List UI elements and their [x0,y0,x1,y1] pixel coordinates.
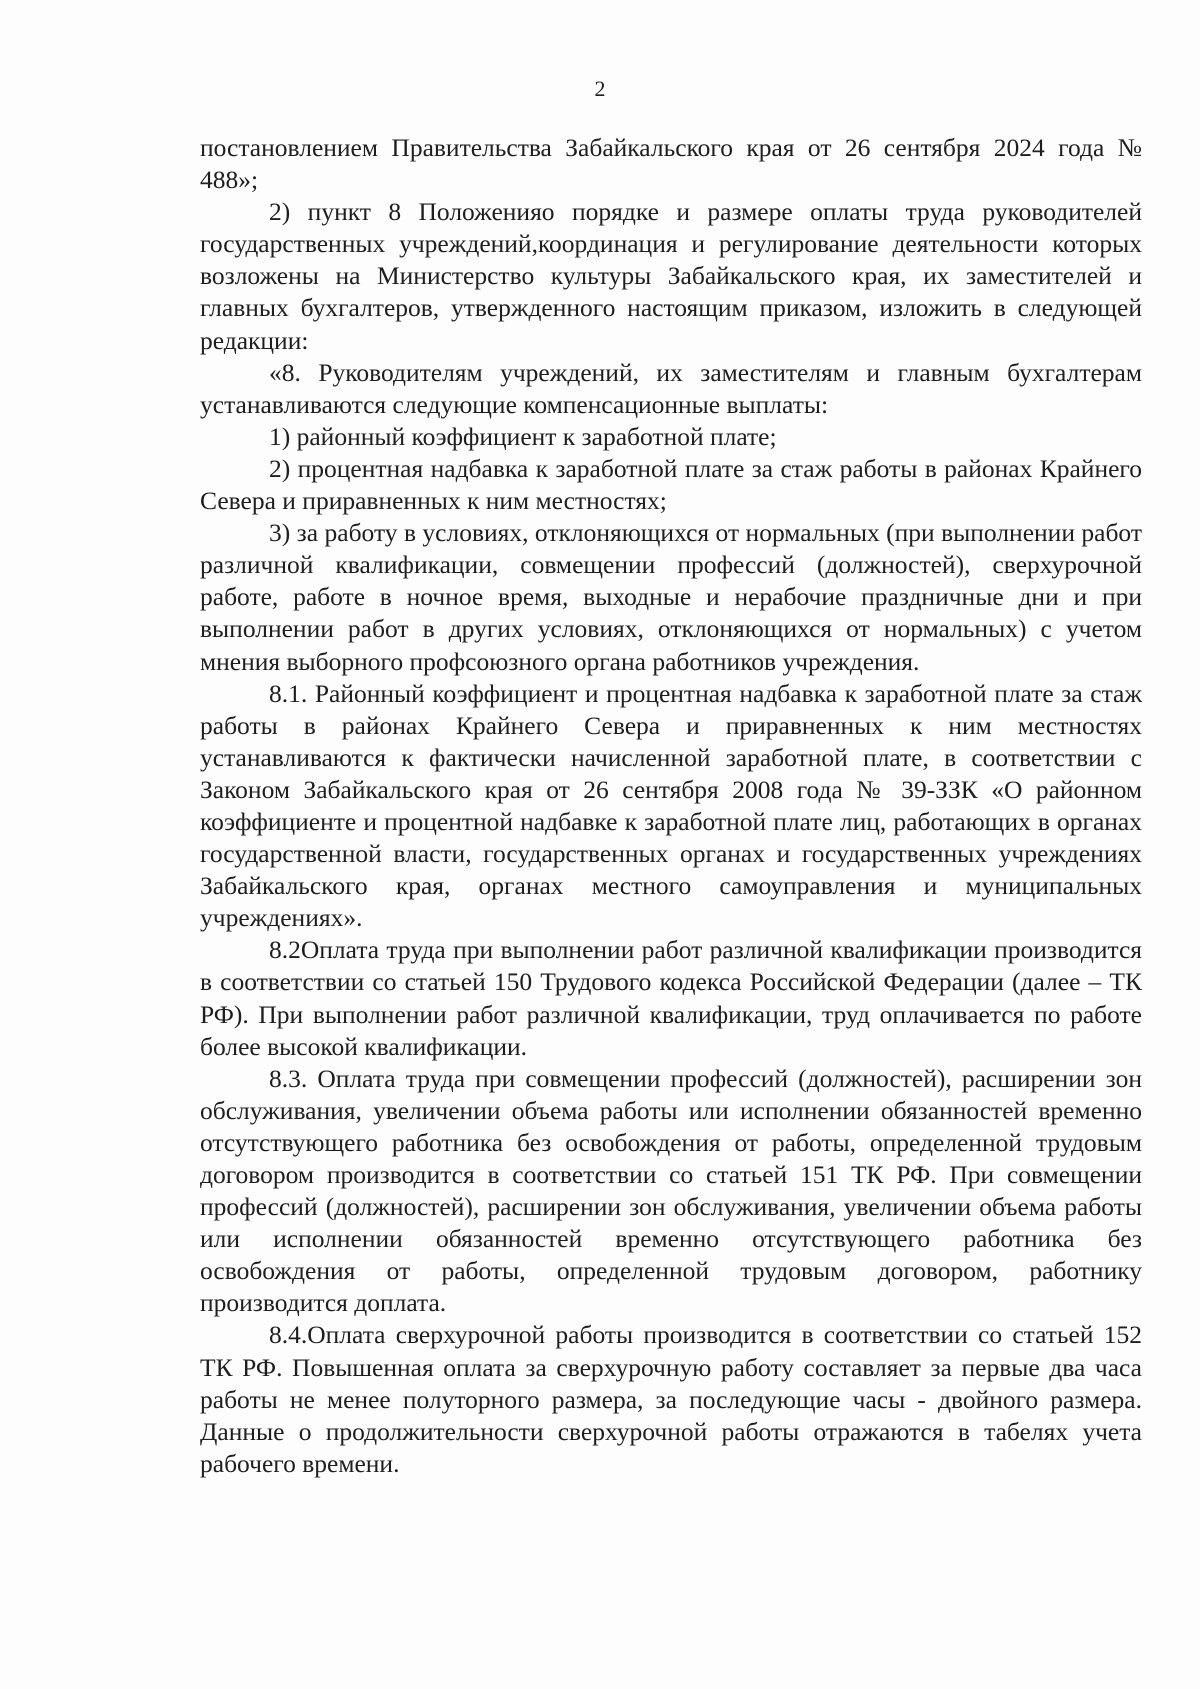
document-body [200,132,1142,1480]
paragraph-clause-8-2: 8.2Оплата труда при выполнении работ различной квалификации производится в соответствии со статьей 150 Трудового кодекса Российской Федерации (далее – ТК РФ). При выполнении работ различной квалификации, труд оплачивается по работе более высокой квалификации. [200,935,1142,1061]
paragraph-subitem-3: 3) за работу в условиях, отклоняющихся от нормальных (при выполнении работ различной квалификации, совмещении профессий (должностей), сверхурочной работе, работе в ночное время, выходные и нерабочие праздничные дни и при выполнении работ в других условиях, отклоняющихся от нормальных) с учетом мнения выборного профсоюзного органа работников учреждения. [200,518,1142,676]
paragraph-clause-8-4: 8.4.Оплата сверхурочной работы производится в соответствии со статьей 152 ТК РФ. Повышенная оплата за сверхурочную работу составляет за первые два часа работы не менее полуторного размера, за последующие часы - двойного размера. Данные о продолжительности сверхурочной работы отражаются в табелях учета рабочего времени. [200,1320,1142,1478]
paragraph-clause-8-3: 8.3. Оплата труда при совмещении профессий (должностей), расширении зон обслуживания, увеличении объема работы или исполнении обязанностей временно отсутствующего работника без освобождения от работы, определенной трудовым договором производится в соответствии со статьей 151 ТК РФ. При совмещении профессий (должностей), расширении зон обслуживания, увеличении объема работы или исполнении обязанностей временно отсутствующего работника без освобождения от работы, определенной трудовым договором, работнику производится доплата. [200,1063,1142,1318]
paragraph-resolution-reference: постановлением Правительства Забайкальского края от 26 сентября 2024 года № 488»; [200,133,1142,195]
page-number: 2 [594,76,606,101]
paragraph-item-2: 2) пункт 8 Положенияо порядке и размере оплаты труда руководителей государственных учреждений,координация и регулирование деятельности которых возложены на Министерство культуры Забайкальского края, их заместителей и главных бухгалтеров, утвержденного настоящим приказом, изложить в следующей редакции: [200,197,1142,355]
paragraph-subitem-1: 1) районный коэффициент к заработной плате; [269,421,777,451]
paragraph-subitem-2: 2) процентная надбавка к заработной плате за стаж работы в районах Крайнего Севера и приравненных к ним местностях; [200,453,1142,516]
paragraph-clause-8: «8. Руководителям учреждений, их заместителям и главным бухгалтерам устанавливаются следующие компенсационные выплаты: [200,357,1142,419]
paragraph-clause-8-1: 8.1. Районный коэффициент и процентная надбавка к заработной плате за стаж работы в районах Крайнего Севера и приравненных к ним местностях устанавливаются к фактически начисленной заработной плате, в соответствии с Законом Забайкальского края от 26 сентября 2008 года № 39-ЗЗК «О районном коэффициенте и процентной надбавке к заработной плате лиц, работающих в органах государственной власти, государственных органах и государственных учреждениях Забайкальского края, органах местного самоуправления и муниципальных учреждениях». [200,678,1142,933]
